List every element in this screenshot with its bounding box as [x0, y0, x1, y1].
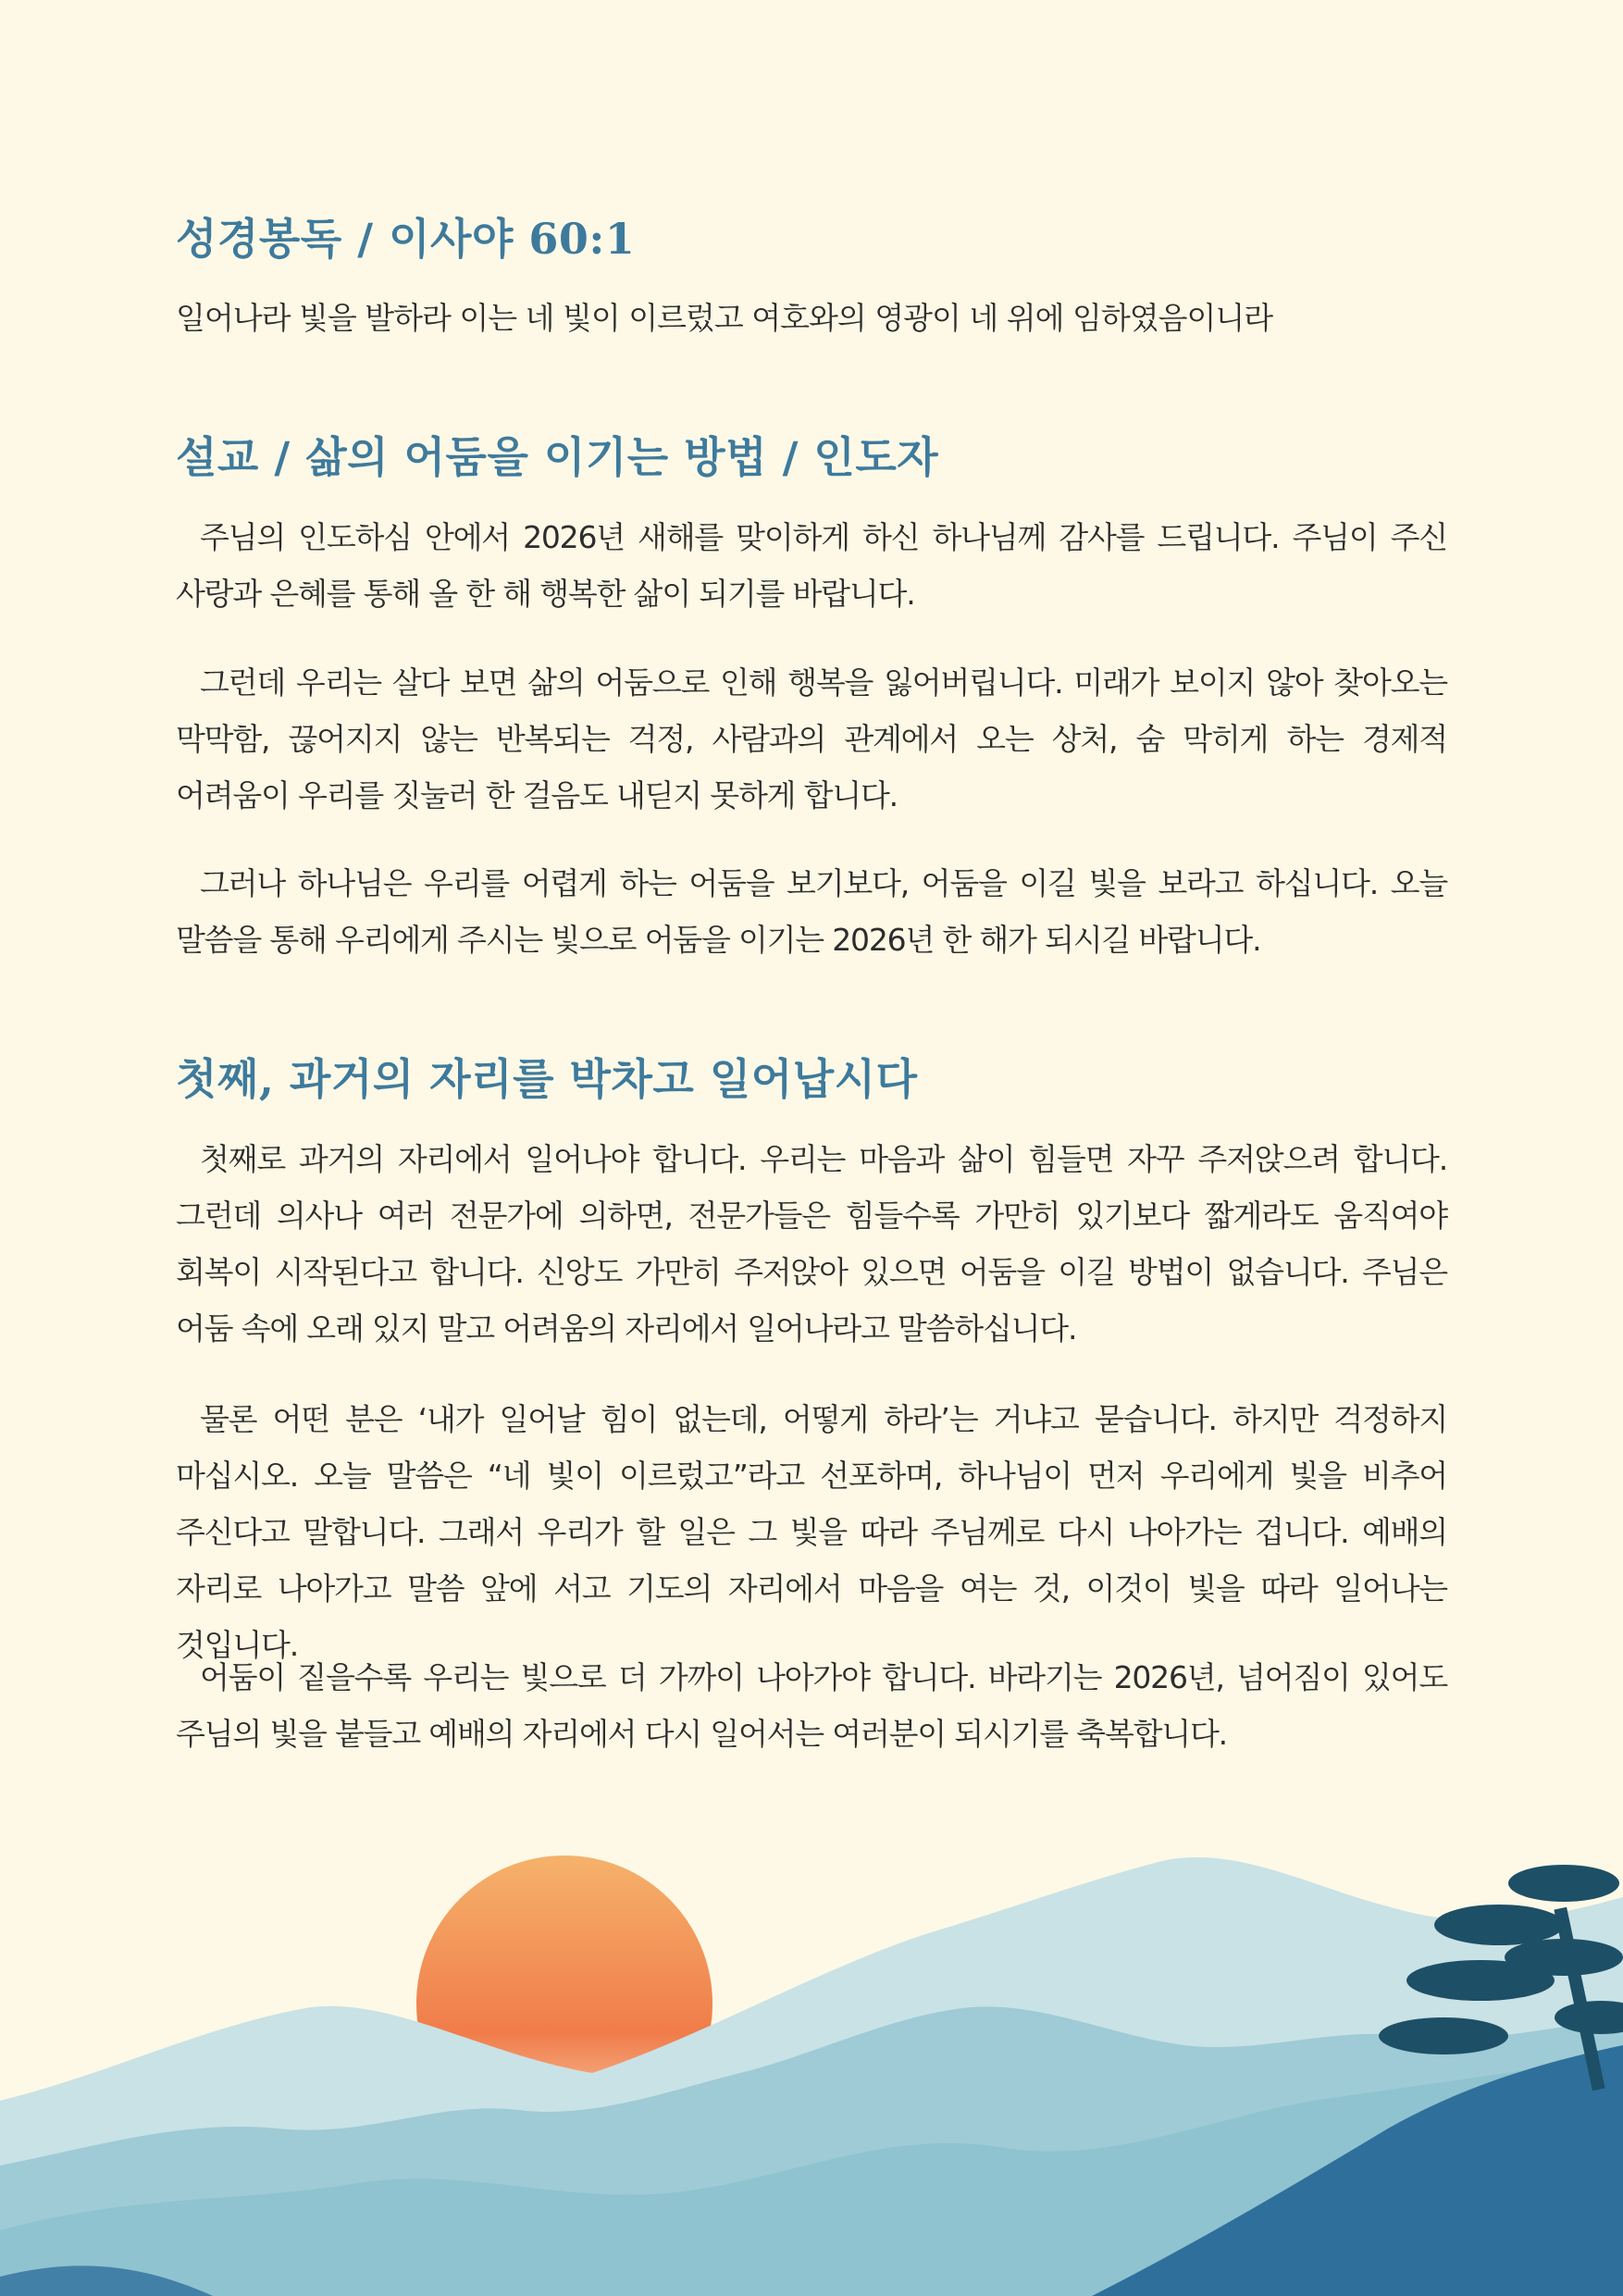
sermon-paragraph-3: 그러나 하나님은 우리를 어렵게 하는 어둠을 보기보다, 어둠을 이길 빛을 보라고 하십니다. 오늘 말씀을 통해 우리에게 주시는 빛으로 어둠을 이기는 2026년 한 해가 되시길 바랍니다. — [176, 865, 1447, 958]
section1-paragraph-1: 첫째로 과거의 자리에서 일어나야 합니다. 우리는 마음과 삶이 힘들면 자꾸 주저앉으려 합니다. 그런데 의사나 여러 전문가에 의하면, 전문가들은 힘들수록 가만히 있기보다 짧게라도 움직여야 회복이 시작된다고 합니다. 신앙도 가만히 주저앉아 있으면 어둠을 이길 방법이 없습니다. 주님은 어둠 속에 오래 있지 말고 어려움의 자리에서 일어나라고 말씀하십니다. — [176, 1141, 1447, 1347]
sermon-paragraph-2: 그런데 우리는 살다 보면 삶의 어둠으로 인해 행복을 잃어버립니다. 미래가 보이지 않아 찾아오는 막막함, 끊어지지 않는 반복되는 걱정, 사람과의 관계에서 오는 상처, 숨 막히게 하는 경제적 어려움이 우리를 짓눌러 한 걸음도 내딛지 못하게 합니다. — [176, 664, 1447, 813]
section1-paragraph-2: 물론 어떤 분은 ‘내가 일어날 힘이 없는데, 어떻게 하라’는 거냐고 묻습니다. 하지만 걱정하지 마십시오. 오늘 말씀은 “네 빛이 이르렀고”라고 선포하며, 하나님이 먼저 우리에게 빛을 비추어 주신다고 말합니다. 그래서 우리가 할 일은 그 빛을 따라 주님께로 다시 나아가는 겁니다. 예배의 자리로 나아가고 말씀 앞에 서고 기도의 자리에서 마음을 여는 것, 이것이 빛을 따라 일어나는 것입니다. — [176, 1401, 1447, 1663]
section1-paragraph-3: 어둠이 짙을수록 우리는 빛으로 더 가까이 나아가야 합니다. 바라기는 2026년, 넘어짐이 있어도 주님의 빛을 붙들고 예배의 자리에서 다시 일어서는 여러분이 되시기를 축복합니다. — [176, 1659, 1447, 1752]
sermon-heading: 설교 / 삶의 어둠을 이기는 방법 / 인도자 — [176, 432, 939, 482]
reading-verse: 일어나라 빛을 발하라 이는 네 빛이 이르렀고 여호와의 영광이 네 위에 임하였음이니라 — [176, 300, 1273, 336]
section1-heading: 첫째, 과거의 자리를 박차고 일어납시다 — [176, 1054, 918, 1104]
sermon-paragraph-1: 주님의 인도하심 안에서 2026년 새해를 맞이하게 하신 하나님께 감사를 드립니다. 주님이 주신 사랑과 은혜를 통해 올 한 해 행복한 삶이 되기를 바랍니다. — [176, 519, 1447, 612]
sunrise-mountain-illustration — [0, 1795, 1623, 2296]
reading-heading: 성경봉독 / 이사야 60:1 — [176, 214, 636, 264]
